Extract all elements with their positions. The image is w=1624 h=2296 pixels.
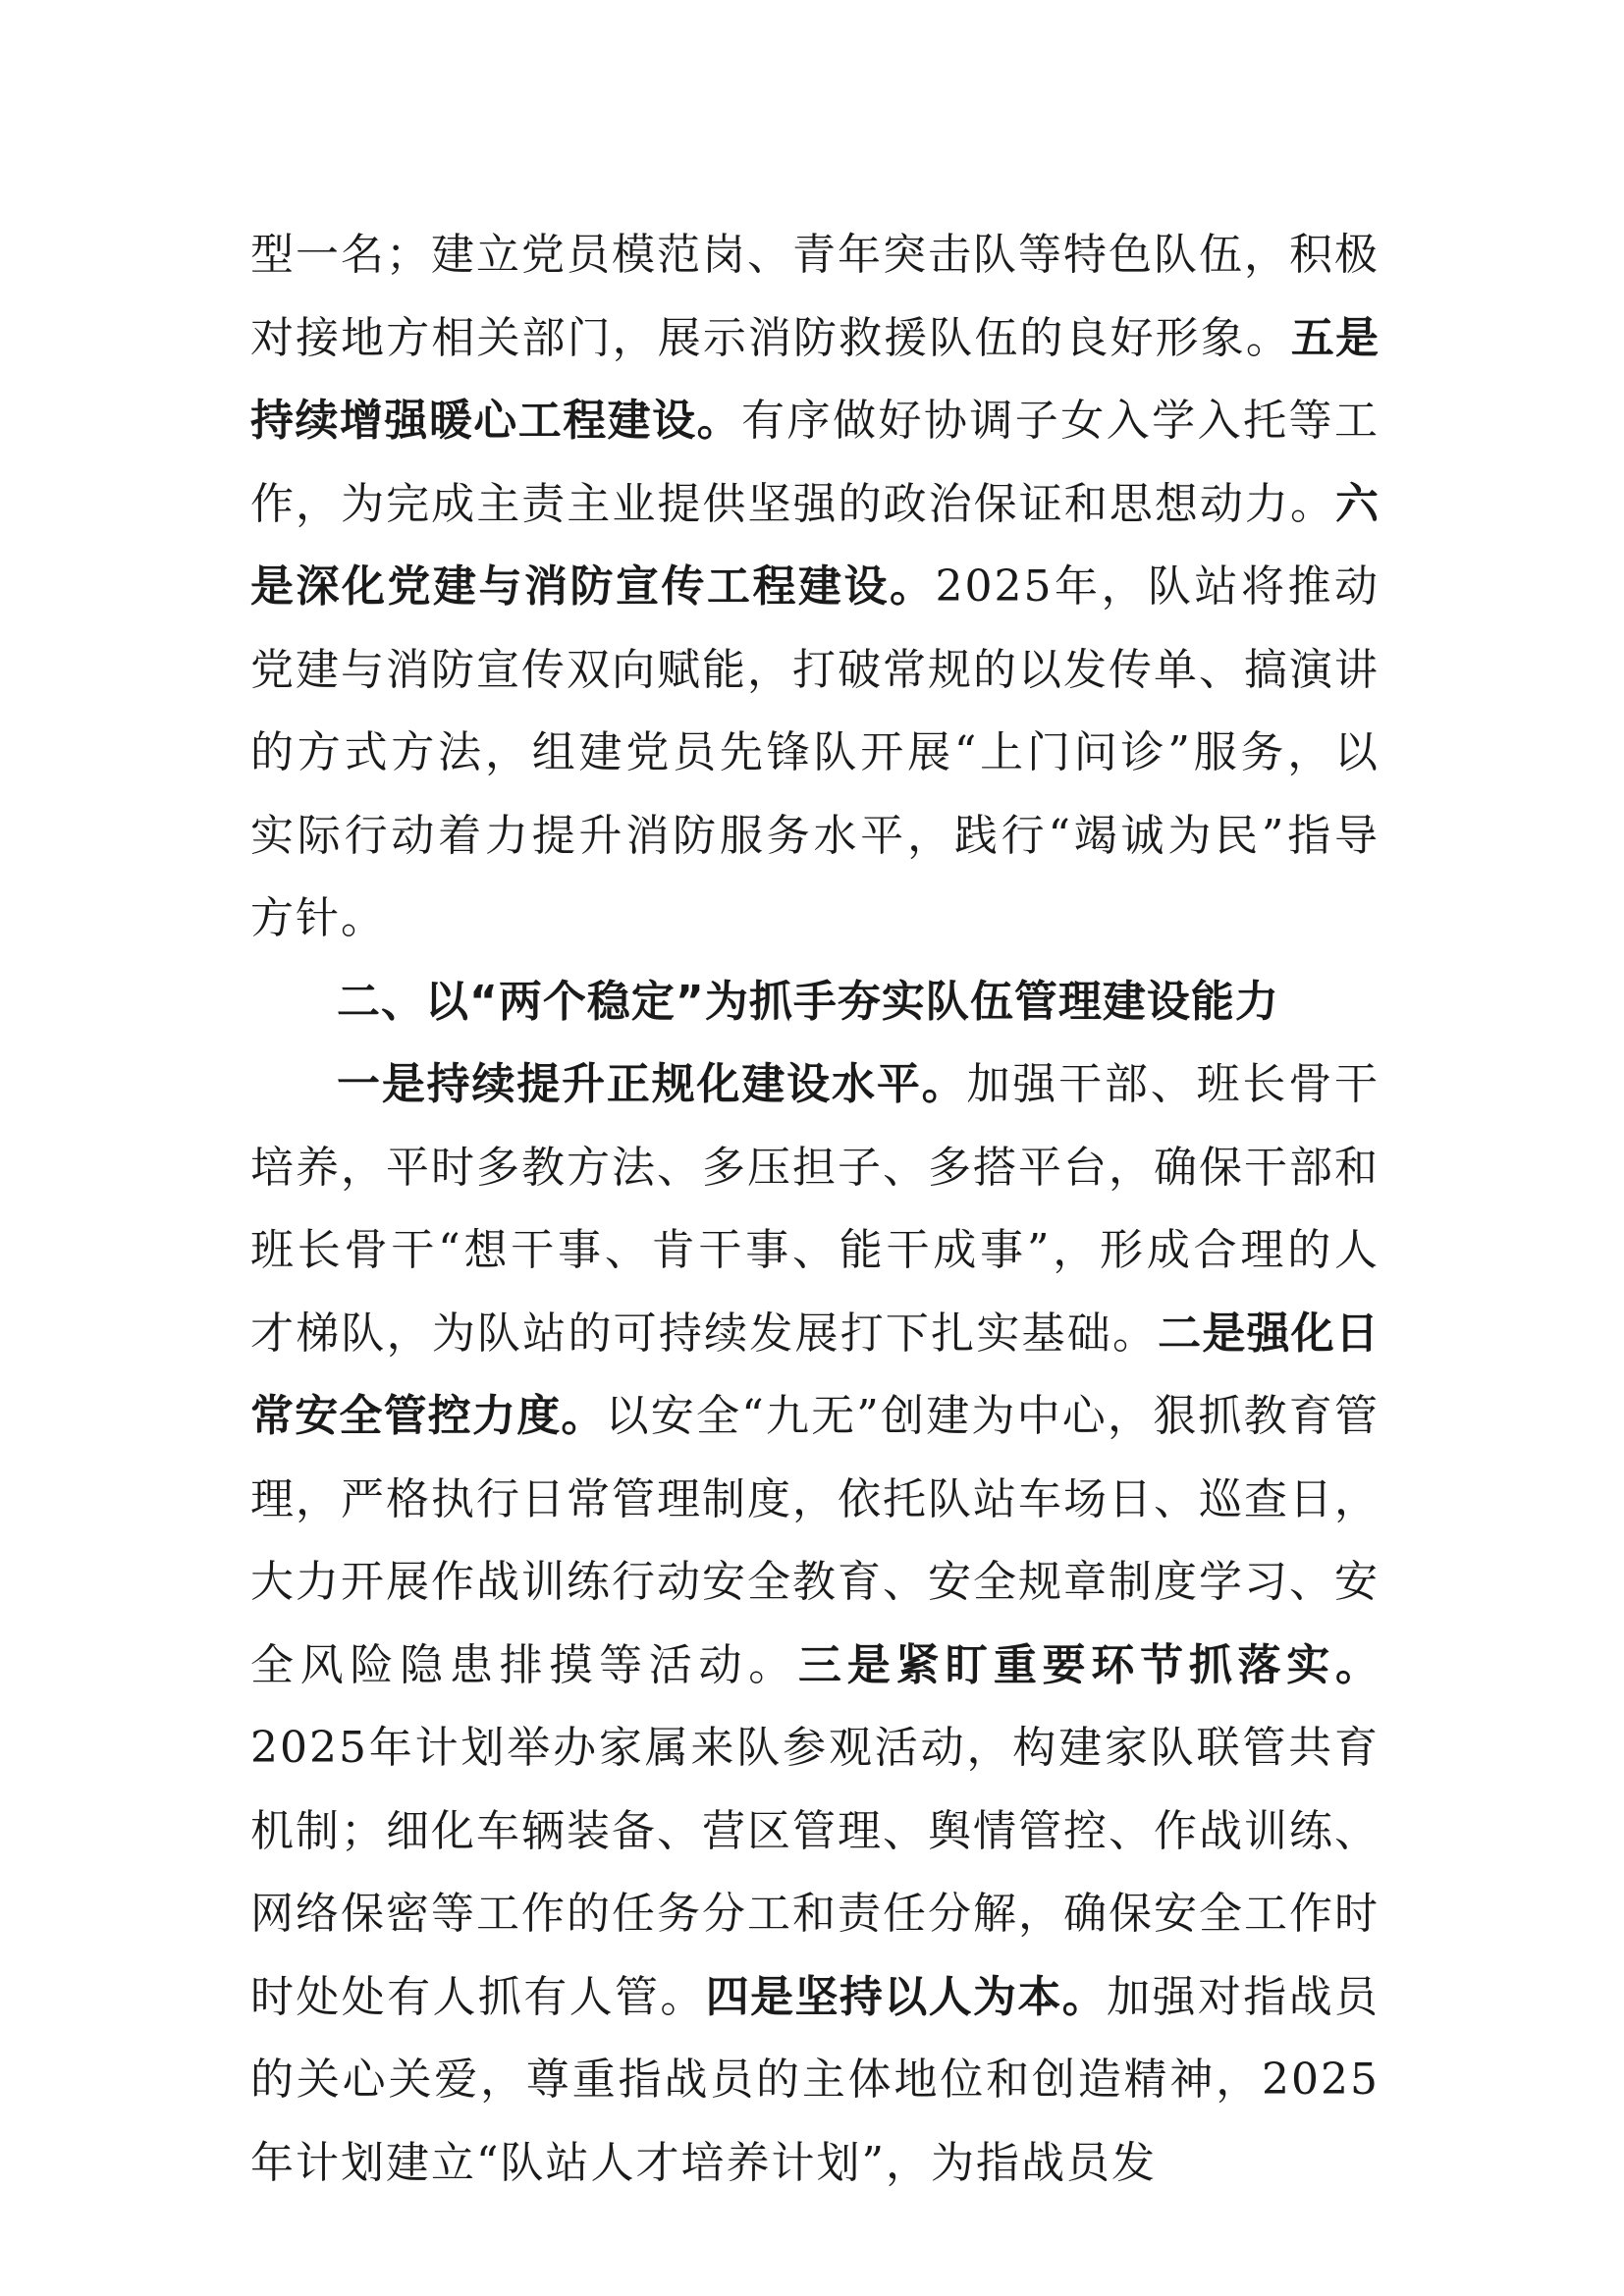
paragraph-text: 有序做好协调子女入学入托等工作，为完成主责主业提供坚强的政治保证和思想动力。 (250, 396, 1380, 529)
paragraph-text: 加强对指战员的关心关爱，尊重指战员的主体地位和创造精神，2025年计划建立“队站人才培养计划”，为指战员发 (250, 1971, 1380, 2188)
bold-lead-phrase: 六是深化党建与消防宣传工程建设。 (250, 478, 1380, 612)
bold-lead-phrase: 一是持续提升正规化建设水平。 (337, 1059, 967, 1109)
bold-lead-phrase: 四是坚持以人为本。 (705, 1971, 1108, 2022)
section-heading: 二、以“两个稳定”为抓手夯实队伍管理建设能力 (337, 976, 1279, 1027)
document-body (250, 214, 1380, 2205)
paragraph-text: 加强干部、班长骨干培养，平时多教方法、多压担子、多搭平台，确保干部和班长骨干“想干事、肯干事、能干成事”，形成合理的人才梯队，为队站的可持续发展打下扎实基础。 (250, 1059, 1380, 1359)
bold-lead-phrase: 三是紧盯重要环节抓落实。 (798, 1639, 1380, 1690)
bold-lead-phrase: 五是持续增强暖心工程建设。 (250, 312, 1380, 446)
paragraph-text: 2025年，队站将推动党建与消防宣传双向赋能，打破常规的以发传单、搞演讲的方式方法，组建党员先锋队开展“上门问诊”服务，以实际行动着力提升消防服务水平，践行“竭诚为民”指导方针。 (250, 561, 1380, 943)
paragraph (250, 1043, 1380, 2205)
paragraph-text: 2025年计划举办家属来队参观活动，构建家队联管共育机制；细化车辆装备、营区管理、舆情管控、作战训练、网络保密等工作的任务分工和责任分解，确保安全工作时时处处有人抓有人管。 (250, 1723, 1380, 2022)
paragraph-text: 以安全“九无”创建为中心，狠抓教育管理，严格执行日常管理制度，依托队站车场日、巡查日，大力开展作战训练行动安全教育、安全规章制度学习、安全风险隐患排摸等活动。 (250, 1391, 1380, 1690)
paragraph-text: 型一名；建立党员模范岗、青年突击队等特色队伍，积极对接地方相关部门，展示消防救援队伍的良好形象。 (250, 230, 1380, 363)
paragraph-continuation (250, 214, 1380, 961)
bold-lead-phrase: 二是强化日常安全管控力度。 (250, 1308, 1380, 1441)
